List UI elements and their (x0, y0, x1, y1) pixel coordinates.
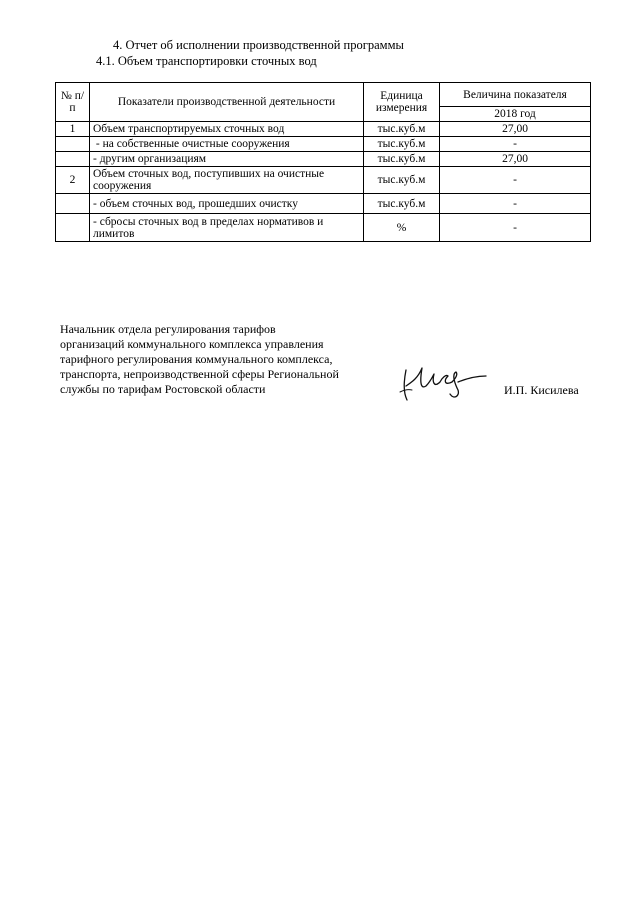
row-value: - (440, 214, 591, 242)
subsection-heading: 4.1. Объем транспортировки сточных вод (96, 54, 317, 68)
row-value: 27,00 (440, 122, 591, 137)
signatory-title (60, 322, 370, 397)
row-unit: тыс.куб.м (364, 137, 440, 152)
signatory-line: тарифного регулирования коммунального комплекса, (60, 352, 333, 366)
row-name: - сбросы сточных вод в пределах нормативов и лимитов (90, 214, 364, 242)
table-row (56, 137, 591, 152)
row-name: - другим организациям (90, 152, 364, 167)
row-num: 2 (56, 167, 90, 194)
row-name: - объем сточных вод, прошедших очистку (90, 194, 364, 214)
row-name: Объем сточных вод, поступивших на очистные сооружения (90, 167, 364, 194)
row-num (56, 194, 90, 214)
header-name: Показатели производственной деятельности (90, 83, 364, 122)
signatory-line: организаций коммунального комплекса управления (60, 337, 324, 351)
row-value: - (440, 194, 591, 214)
row-num (56, 152, 90, 167)
row-value: - (440, 137, 591, 152)
table-row (56, 214, 591, 242)
table-row (56, 122, 591, 137)
handwritten-signature (398, 356, 488, 406)
header-num: № п/п (56, 83, 90, 122)
signatory-line: Начальник отдела регулирования тарифов (60, 322, 276, 336)
signatory-line: службы по тарифам Ростовской области (60, 382, 266, 396)
section-heading: 4. Отчет об исполнении производственной программы (113, 38, 404, 52)
row-unit: тыс.куб.м (364, 167, 440, 194)
row-num: 1 (56, 122, 90, 137)
table-row (56, 152, 591, 167)
row-unit: тыс.куб.м (364, 152, 440, 167)
row-num (56, 137, 90, 152)
header-value: Величина показателя (440, 83, 591, 107)
row-name: - на собственные очистные сооружения (90, 137, 364, 152)
row-value: 27,00 (440, 152, 591, 167)
table-row (56, 194, 591, 214)
signatory-name: И.П. Кисилева (504, 383, 579, 397)
row-num (56, 214, 90, 242)
table-row (56, 167, 591, 194)
row-unit: тыс.куб.м (364, 194, 440, 214)
report-table (55, 82, 591, 242)
row-unit: % (364, 214, 440, 242)
header-unit: Единица измерения (364, 83, 440, 122)
header-year: 2018 год (440, 107, 591, 122)
row-unit: тыс.куб.м (364, 122, 440, 137)
row-name: Объем транспортируемых сточных вод (90, 122, 364, 137)
signatory-line: транспорта, непроизводственной сферы Региональной (60, 367, 339, 381)
row-value: - (440, 167, 591, 194)
